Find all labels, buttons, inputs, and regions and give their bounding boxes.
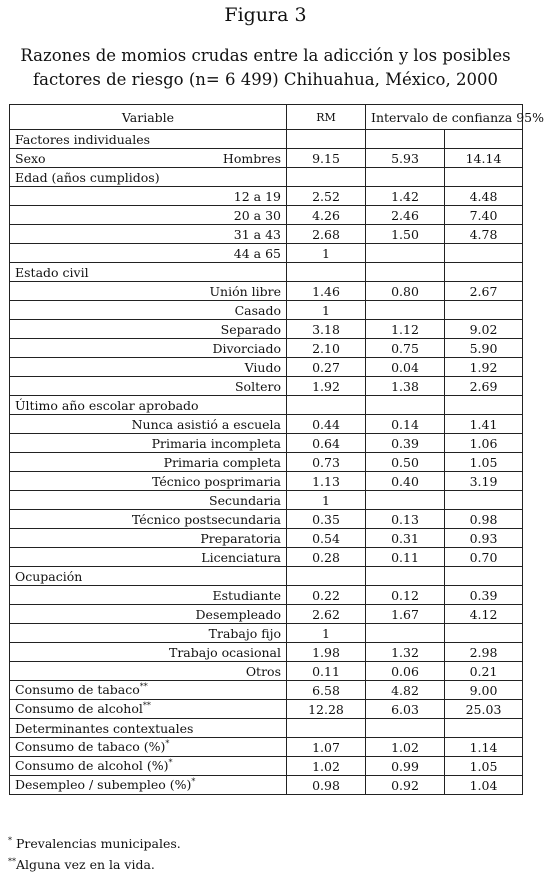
table-row: [10, 377, 523, 396]
ci-low-cell: 0.11: [366, 548, 445, 567]
ci-low-cell: 1.12: [366, 320, 445, 339]
category-label: Nunca asistió a escuela: [131, 416, 281, 432]
section-row: [10, 567, 523, 586]
category-label: Licenciatura: [201, 549, 281, 565]
table-row: [10, 415, 523, 434]
variable-cell: [10, 187, 287, 206]
variable-cell: [10, 662, 287, 681]
table-row: [10, 301, 523, 320]
category-label: 20 a 30: [233, 207, 281, 223]
ci-low-cell: 2.46: [366, 206, 445, 225]
table-row: [10, 605, 523, 624]
ci-low-cell: [366, 396, 445, 415]
ci-low-cell: [366, 263, 445, 282]
rm-cell: 2.62: [287, 605, 366, 624]
variable-label: Consumo de alcohol: [15, 701, 143, 717]
ci-high-cell: 0.70: [445, 548, 523, 567]
category-label: Viudo: [244, 359, 281, 375]
ci-low-cell: 1.67: [366, 605, 445, 624]
ci-high-cell: 2.67: [445, 282, 523, 301]
table-row: [10, 510, 523, 529]
ci-high-cell: [445, 624, 523, 643]
ci-low-cell: 5.93: [366, 149, 445, 168]
variable-cell: [10, 244, 287, 263]
rm-cell: 1: [287, 491, 366, 510]
footnote-mark: *: [191, 777, 196, 787]
variable-cell: [10, 586, 287, 605]
category-label: Otros: [245, 663, 281, 679]
ci-high-cell: 1.05: [445, 757, 523, 776]
table-row: [10, 453, 523, 472]
ci-low-cell: 1.50: [366, 225, 445, 244]
ci-high-cell: 1.06: [445, 434, 523, 453]
odds-ratio-table: [9, 104, 544, 795]
ci-low-cell: [366, 624, 445, 643]
table-row: [10, 662, 523, 681]
rm-cell: 6.58: [287, 681, 366, 700]
ci-high-cell: 25.03: [445, 700, 523, 719]
header-rm: RM: [287, 105, 366, 130]
category-label: Secundaria: [209, 492, 281, 508]
variable-cell: [10, 757, 287, 776]
ci-high-cell: 7.40: [445, 206, 523, 225]
ci-low-cell: 6.03: [366, 700, 445, 719]
variable-cell: [10, 491, 287, 510]
variable-cell: [10, 301, 287, 320]
ci-high-cell: 4.12: [445, 605, 523, 624]
variable-cell: [10, 548, 287, 567]
variable-cell: [10, 681, 287, 700]
variable-cell: [10, 529, 287, 548]
table-row: [10, 339, 523, 358]
variable-cell: [10, 168, 287, 187]
ci-high-cell: [445, 130, 523, 149]
footnote-2: [8, 853, 181, 874]
ci-high-cell: 14.14: [445, 149, 523, 168]
rm-cell: 0.64: [287, 434, 366, 453]
footnotes: [8, 832, 181, 874]
ci-low-cell: 0.04: [366, 358, 445, 377]
rm-cell: 1.98: [287, 643, 366, 662]
footnote-2-text: Alguna vez en la vida.: [16, 857, 155, 873]
section-row: [10, 263, 523, 282]
rm-cell: 0.98: [287, 776, 366, 795]
table-row: [10, 434, 523, 453]
ci-low-cell: [366, 719, 445, 738]
rm-cell: [287, 263, 366, 282]
category-label: Desempleado: [195, 606, 281, 622]
ci-low-cell: 0.92: [366, 776, 445, 795]
variable-cell: [10, 320, 287, 339]
table-row: [10, 225, 523, 244]
ci-high-cell: [445, 301, 523, 320]
category-label: 31 a 43: [233, 226, 281, 242]
table-row: [10, 358, 523, 377]
ci-low-cell: 0.99: [366, 757, 445, 776]
variable-cell: [10, 510, 287, 529]
ci-low-cell: 0.06: [366, 662, 445, 681]
table-row: [10, 320, 523, 339]
ci-low-cell: 0.12: [366, 586, 445, 605]
variable-cell: [10, 472, 287, 491]
table-row: [10, 491, 523, 510]
ci-high-cell: 1.92: [445, 358, 523, 377]
footnote-1-text: Prevalencias municipales.: [15, 836, 181, 852]
rm-cell: 0.44: [287, 415, 366, 434]
header-variable: Variable: [10, 105, 287, 130]
ci-low-cell: 0.80: [366, 282, 445, 301]
ci-low-cell: 1.38: [366, 377, 445, 396]
table-caption: Razones de momios crudas entre la adicción y los posibles factores de riesgo (n= 6 499) Chihuahua, México, 2000: [20, 46, 511, 89]
footnote-mark: **: [139, 682, 148, 692]
category-label: Hombres: [222, 150, 281, 166]
variable-cell: [10, 149, 287, 168]
ci-high-cell: 5.90: [445, 339, 523, 358]
ci-low-cell: 0.14: [366, 415, 445, 434]
rm-cell: 1.02: [287, 757, 366, 776]
ci-low-cell: [366, 301, 445, 320]
category-label: Técnico postsecundaria: [131, 511, 281, 527]
ci-high-cell: 2.98: [445, 643, 523, 662]
variable-cell: [10, 567, 287, 586]
section-row: [10, 168, 523, 187]
section-label: Factores individuales: [15, 131, 151, 147]
rm-cell: 2.52: [287, 187, 366, 206]
variable-label: Desempleo / subempleo (%): [15, 777, 192, 793]
table-row: [10, 624, 523, 643]
ci-low-cell: [366, 567, 445, 586]
table-row: [10, 187, 523, 206]
variable-cell: [10, 643, 287, 662]
section-label: Estado civil: [15, 264, 89, 280]
variable-label: Consumo de tabaco (%): [15, 739, 166, 755]
ci-high-cell: 2.69: [445, 377, 523, 396]
table-row: [10, 700, 523, 719]
rm-cell: 1.07: [287, 738, 366, 757]
rm-cell: [287, 396, 366, 415]
table-row: [10, 586, 523, 605]
ci-low-cell: 0.50: [366, 453, 445, 472]
ci-low-cell: 1.32: [366, 643, 445, 662]
rm-cell: 2.68: [287, 225, 366, 244]
table-row: [10, 472, 523, 491]
ci-low-cell: 0.39: [366, 434, 445, 453]
ci-high-cell: 4.48: [445, 187, 523, 206]
ci-low-cell: 4.82: [366, 681, 445, 700]
ci-high-cell: [445, 168, 523, 187]
rm-cell: [287, 567, 366, 586]
ci-low-cell: [366, 130, 445, 149]
ci-low-cell: 1.42: [366, 187, 445, 206]
rm-cell: 0.54: [287, 529, 366, 548]
ci-low-cell: [366, 244, 445, 263]
rm-cell: 1: [287, 301, 366, 320]
footnote-1: [8, 832, 181, 853]
variable-cell: [10, 339, 287, 358]
footnote-mark: *: [168, 758, 173, 768]
section-label: Determinantes contextuales: [15, 720, 194, 736]
ci-high-cell: [445, 244, 523, 263]
ci-high-cell: 1.05: [445, 453, 523, 472]
ci-low-cell: 1.02: [366, 738, 445, 757]
ci-low-cell: 0.75: [366, 339, 445, 358]
ci-high-cell: [445, 491, 523, 510]
variable-cell: [10, 263, 287, 282]
variable-cell: [10, 719, 287, 738]
rm-cell: 1.92: [287, 377, 366, 396]
category-label: Casado: [234, 302, 281, 318]
variable-cell: [10, 605, 287, 624]
variable-label: Sexo: [15, 150, 46, 166]
category-label: Primaria incompleta: [151, 435, 281, 451]
section-row: [10, 396, 523, 415]
ci-high-cell: [445, 396, 523, 415]
variable-cell: [10, 396, 287, 415]
rm-cell: 1: [287, 244, 366, 263]
ci-high-cell: 0.93: [445, 529, 523, 548]
section-label: Último año escolar aprobado: [15, 397, 199, 413]
category-label: Separado: [220, 321, 281, 337]
rm-cell: 0.28: [287, 548, 366, 567]
rm-cell: 3.18: [287, 320, 366, 339]
variable-cell: [10, 282, 287, 301]
ci-high-cell: 0.39: [445, 586, 523, 605]
category-label: Unión libre: [209, 283, 281, 299]
rm-cell: 1.13: [287, 472, 366, 491]
table-row: [10, 548, 523, 567]
table-row: [10, 738, 523, 757]
variable-cell: [10, 415, 287, 434]
variable-label: Consumo de tabaco: [15, 682, 140, 698]
section-label: Edad (años cumplidos): [15, 169, 160, 185]
ci-high-cell: 1.41: [445, 415, 523, 434]
section-label: Ocupación: [15, 568, 83, 584]
rm-cell: 1: [287, 624, 366, 643]
header-ci: Intervalo de confianza 95%: [366, 105, 523, 130]
table-row: [10, 244, 523, 263]
variable-cell: [10, 206, 287, 225]
ci-high-cell: [445, 263, 523, 282]
variable-cell: [10, 453, 287, 472]
ci-low-cell: [366, 491, 445, 510]
table-row: [10, 149, 523, 168]
variable-label: Consumo de alcohol (%): [15, 758, 169, 774]
category-label: Trabajo fijo: [208, 625, 281, 641]
rm-cell: 12.28: [287, 700, 366, 719]
category-label: Técnico posprimaria: [152, 473, 281, 489]
rm-cell: 1.46: [287, 282, 366, 301]
table-body: [10, 130, 523, 795]
rm-cell: 2.10: [287, 339, 366, 358]
variable-cell: [10, 434, 287, 453]
ci-high-cell: [445, 567, 523, 586]
category-label: 44 a 65: [233, 245, 281, 261]
rm-cell: 0.22: [287, 586, 366, 605]
ci-low-cell: 0.40: [366, 472, 445, 491]
ci-high-cell: 0.21: [445, 662, 523, 681]
ci-low-cell: 0.31: [366, 529, 445, 548]
rm-cell: 9.15: [287, 149, 366, 168]
category-label: Trabajo ocasional: [168, 644, 281, 660]
rm-cell: 0.27: [287, 358, 366, 377]
category-label: Preparatoria: [200, 530, 281, 546]
ci-high-cell: 9.00: [445, 681, 523, 700]
rm-cell: 0.11: [287, 662, 366, 681]
figure-title: Figura 3: [224, 4, 307, 26]
rm-cell: [287, 719, 366, 738]
ci-high-cell: 1.14: [445, 738, 523, 757]
table-row: [10, 643, 523, 662]
variable-cell: [10, 700, 287, 719]
category-label: Divorciado: [212, 340, 281, 356]
table-row: [10, 681, 523, 700]
rm-cell: 0.73: [287, 453, 366, 472]
variable-cell: [10, 225, 287, 244]
footnote-mark: **: [142, 701, 151, 711]
footnote-1-mark: *: [8, 836, 12, 845]
rm-cell: 4.26: [287, 206, 366, 225]
footnote-mark: *: [165, 739, 170, 749]
table-row: [10, 757, 523, 776]
ci-high-cell: 4.78: [445, 225, 523, 244]
ci-low-cell: [366, 168, 445, 187]
variable-cell: [10, 738, 287, 757]
rm-cell: 0.35: [287, 510, 366, 529]
category-label: Soltero: [234, 378, 281, 394]
category-label: Estudiante: [212, 587, 281, 603]
ci-high-cell: [445, 719, 523, 738]
category-label: 12 a 19: [233, 188, 281, 204]
variable-cell: [10, 130, 287, 149]
ci-high-cell: 1.04: [445, 776, 523, 795]
ci-low-cell: 0.13: [366, 510, 445, 529]
table-row: [10, 529, 523, 548]
footnote-2-mark: **: [8, 857, 16, 867]
rm-cell: [287, 130, 366, 149]
table-header-row: [10, 105, 523, 130]
table-row: [10, 206, 523, 225]
ci-high-cell: 0.98: [445, 510, 523, 529]
table-row: [10, 776, 523, 795]
ci-high-cell: 3.19: [445, 472, 523, 491]
category-label: Primaria completa: [163, 454, 281, 470]
table-row: [10, 282, 523, 301]
rm-cell: [287, 168, 366, 187]
variable-cell: [10, 776, 287, 795]
ci-high-cell: 9.02: [445, 320, 523, 339]
variable-cell: [10, 624, 287, 643]
variable-cell: [10, 358, 287, 377]
section-row: [10, 130, 523, 149]
variable-cell: [10, 377, 287, 396]
section-row: [10, 719, 523, 738]
